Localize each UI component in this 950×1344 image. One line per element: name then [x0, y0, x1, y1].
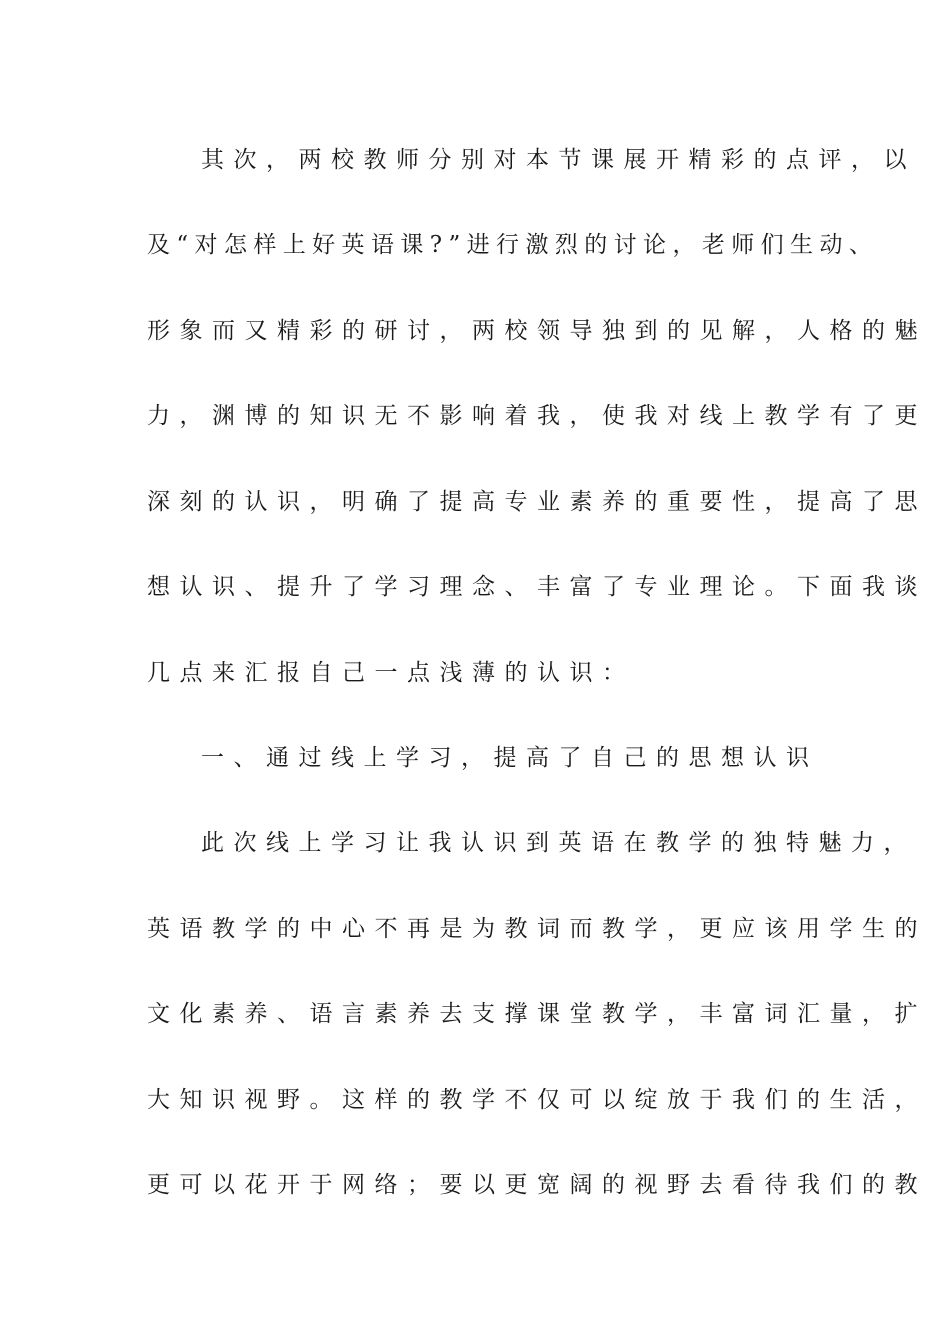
- paragraph-line-10: 英语教学的中心不再是为教词而教学，更应该用学生的: [147, 916, 927, 942]
- paragraph-line-11: 文化素养、语言素养去支撑课堂教学，丰富词汇量，扩: [147, 1001, 927, 1027]
- paragraph-line-7: 几点来汇报自己一点浅薄的认识：: [147, 660, 635, 686]
- paragraph-line-2: 及“对怎样上好英语课?”进行激烈的讨论，老师们生动、: [147, 232, 879, 258]
- paragraph-line-4: 力，渊博的知识无不影响着我，使我对线上教学有了更: [147, 403, 927, 429]
- paragraph-line-3: 形象而又精彩的研讨，两校领导独到的见解，人格的魅: [147, 318, 927, 344]
- paragraph-line-6: 想认识、提升了学习理念、丰富了专业理论。下面我谈: [147, 574, 927, 600]
- paragraph-line-12: 大知识视野。这样的教学不仅可以绽放于我们的生活，: [147, 1087, 927, 1113]
- paragraph-line-13: 更可以花开于网络；要以更宽阔的视野去看待我们的教: [147, 1172, 927, 1198]
- paragraph-line-9: 此次线上学习让我认识到英语在教学的独特魅力，: [201, 830, 916, 856]
- section-heading: 一、通过线上学习，提高了自己的思想认识: [201, 745, 819, 771]
- paragraph-line-1: 其次，两校教师分别对本节课展开精彩的点评，以: [201, 147, 916, 173]
- paragraph-line-5: 深刻的认识，明确了提高专业素养的重要性，提高了思: [147, 489, 927, 515]
